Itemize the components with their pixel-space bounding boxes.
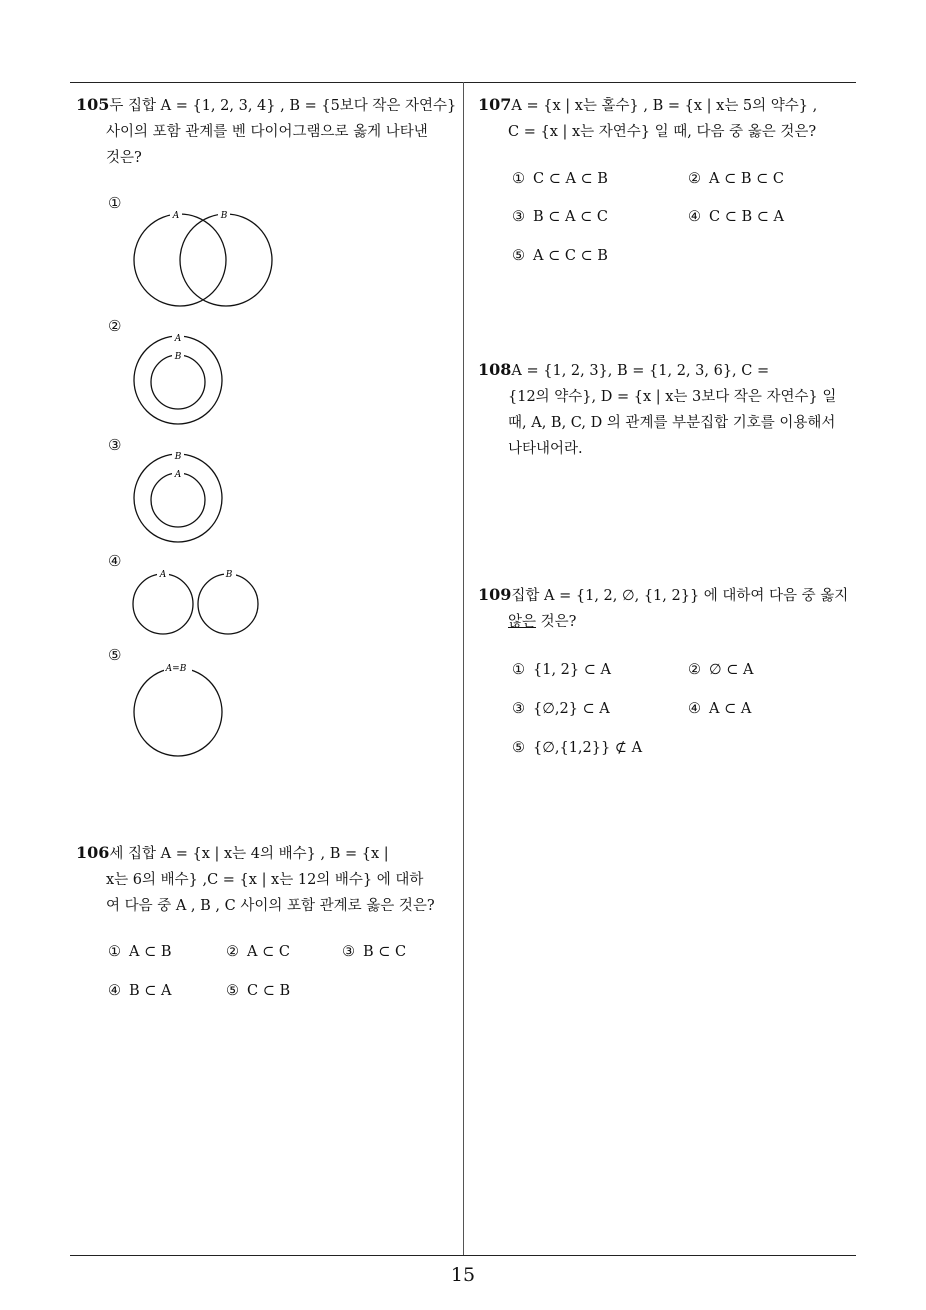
problem-number: 108 [478,360,512,379]
problem-109 [478,582,863,635]
problem-text-line: 집합 A = {1, 2, ∅, {1, 2}} 에 대하여 다음 중 옳지 [511,588,849,604]
problem-105 [76,92,461,171]
page-number: 15 [450,1264,476,1286]
venn-label: A=B [165,664,187,674]
answer-option[interactable] [512,209,608,225]
option-mark: ② [688,171,701,187]
option-mark[interactable]: ② [108,317,122,335]
problem-108 [478,357,863,462]
option-mark: ② [226,944,239,960]
problem-text-line: 나타내어라. [508,441,583,457]
column-divider [463,82,464,1255]
problem-text-line: 두 집합 A = {1, 2, 3, 4} , B = {5보다 작은 자연수} [109,98,457,114]
venn-nested-circles [128,448,228,546]
venn-label: B [174,352,182,362]
underlined-emphasis: 않은 [508,614,537,630]
venn-single-circle [128,660,230,760]
option-mark: ③ [342,944,355,960]
answer-option[interactable] [226,944,290,960]
venn-label: B [174,452,182,462]
option-mark: ⑤ [512,740,525,756]
option-text: A ⊂ C [247,944,290,960]
option-text: B ⊂ C [363,944,407,960]
option-text: A ⊂ B ⊂ C [709,171,784,187]
option-mark: ⑤ [512,248,525,264]
problem-107 [478,92,863,145]
option-mark[interactable]: ⑤ [108,646,122,664]
option-mark: ① [512,171,525,187]
footer-rule [70,1255,856,1256]
problem-text-line: {12의 약수}, D = {x | x는 3보다 작은 자연수} 일 [508,389,837,405]
problem-text-line [478,609,863,635]
option-text: {∅,2} ⊂ A [533,701,610,717]
option-text: C ⊂ B [247,983,291,999]
venn-label: B [225,570,233,580]
venn-label: A [174,470,182,480]
option-mark[interactable]: ④ [108,552,122,570]
venn-diagram-option-4[interactable] [128,566,268,638]
option-text: B ⊂ A [129,983,172,999]
option-text: {1, 2} ⊂ A [533,662,611,678]
answer-option[interactable] [688,171,784,187]
option-text: {∅,{1,2}} ⊄ A [533,740,643,756]
answer-option[interactable] [688,701,751,717]
problem-text-line: 것은? [106,150,142,166]
option-mark: ① [108,944,121,960]
option-mark: ⑤ [226,983,239,999]
problem-text-line: C = {x | x는 자연수} 일 때, 다음 중 옳은 것은? [508,124,817,140]
venn-label: A [159,570,167,580]
problem-text-line: 세 집합 A = {x | x는 4의 배수} , B = {x | [109,846,389,862]
problem-text-line: 사이의 포함 관계를 벤 다이어그램으로 옳게 나타낸 [106,124,428,140]
venn-label: A [174,334,182,344]
option-text: C ⊂ B ⊂ A [709,209,784,225]
answer-option[interactable] [108,944,172,960]
venn-label: B [220,211,228,221]
option-mark: ④ [688,701,701,717]
problem-text-line: 여 다음 중 A , B , C 사이의 포함 관계로 옳은 것은? [106,898,435,914]
option-text: B ⊂ A ⊂ C [533,209,608,225]
problem-number: 109 [478,585,512,604]
answer-option[interactable] [342,944,406,960]
option-text: A ⊂ C ⊂ B [533,248,608,264]
problem-text-fragment: 것은? [536,614,577,630]
option-text: A ⊂ A [709,701,752,717]
option-mark: ② [688,662,701,678]
problem-number: 106 [76,843,110,862]
option-text: ∅ ⊂ A [709,662,754,678]
problem-106 [76,840,461,919]
answer-option[interactable] [512,171,608,187]
answer-option[interactable] [512,701,610,717]
problem-number: 105 [76,95,110,114]
venn-label: A [172,211,180,221]
answer-option[interactable] [512,248,608,264]
answer-option[interactable] [512,662,611,678]
option-text: A ⊂ B [129,944,172,960]
option-mark: ④ [108,983,121,999]
option-mark: ③ [512,209,525,225]
venn-overlapping-circles [128,205,278,309]
option-mark[interactable]: ① [108,194,122,212]
problem-text-line: 때, A, B, C, D 의 관계를 부분집합 기호를 이용해서 [508,415,836,431]
option-mark: ④ [688,209,701,225]
option-text: C ⊂ A ⊂ B [533,171,608,187]
answer-option[interactable] [512,740,642,756]
problem-text-line: x는 6의 배수} ,C = {x | x는 12의 배수} 에 대하 [106,872,424,888]
problem-text-line: A = {1, 2, 3}, B = {1, 2, 3, 6}, C = [511,363,770,379]
venn-diagram-option-5[interactable] [128,660,230,760]
answer-option[interactable] [688,209,784,225]
option-mark: ③ [512,701,525,717]
venn-diagram-option-3[interactable] [128,448,228,546]
answer-option[interactable] [108,983,172,999]
answer-option[interactable] [226,983,290,999]
venn-diagram-option-2[interactable] [128,330,228,428]
option-mark: ① [512,662,525,678]
option-mark[interactable]: ③ [108,436,122,454]
venn-nested-circles [128,330,228,428]
answer-option[interactable] [688,662,753,678]
venn-diagram-option-1[interactable] [128,205,278,309]
problem-number: 107 [478,95,512,114]
problem-text-line: A = {x | x는 홀수} , B = {x | x는 5의 약수} , [511,98,818,114]
venn-disjoint-circles [128,566,268,638]
